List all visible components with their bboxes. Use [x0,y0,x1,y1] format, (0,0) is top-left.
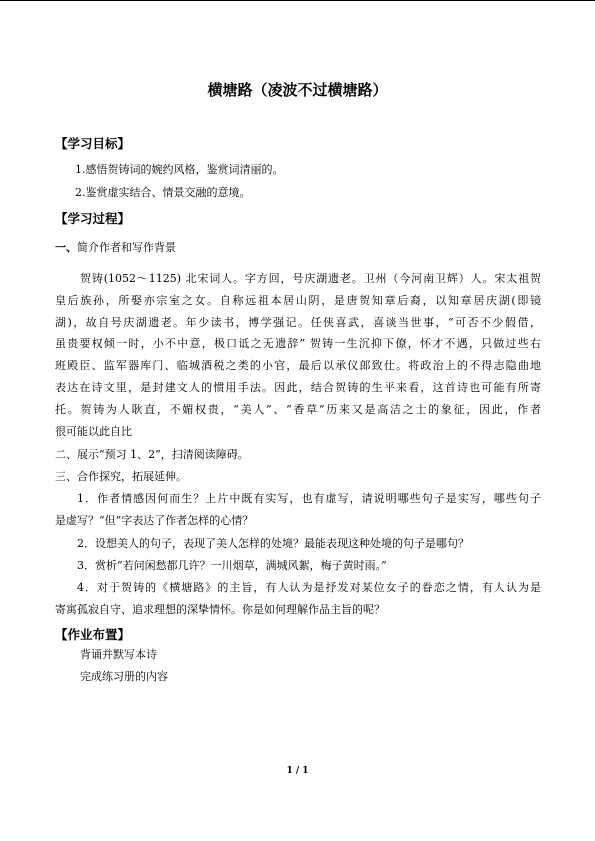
bio-line-5: 班殿臣、监军器库门、临城酒税之类的小官，最后以承仪郎致仕。将政治上的不得志隐曲地 [55,359,541,372]
goal-item-2: 2.鉴赏虚实结合、情景交融的意境。 [75,186,251,199]
question-2: 2．设想美人的句子，表现了美人怎样的处境？最能表现这种处境的句子是哪句？ [77,537,469,550]
question-4-line-1: 4．对于贺铸的《横塘路》的主旨，有人认为是抒发对某位女子的眷恋之情，有人认为是 [77,581,541,594]
homework-item-2: 完成练习册的内容 [80,670,168,683]
section-heading-process: 【学习过程】 [55,211,131,226]
bio-line-8: 很可能以此自比 [55,425,132,438]
question-3: 3．赏析“若问闲愁都几许？一川烟草，满城风絮，梅子黄时雨。” [77,559,387,572]
bio-line-7: 托。贺铸为人耿直，不媚权贵，“美人”、“香草”历来又是高洁之士的象征，因此，作者 [55,403,541,416]
bio-line-4: 虽贵要权倾一时，小不中意，极口诋之无遗辞” 贺铸一生沉抑下僚，怀才不遇，只做过些右 [55,337,541,350]
bio-line-2: 皇后族孙，所娶亦宗室之女。自称远祖本居山阴，是唐贺知章后裔，以知章居庆湖(即镜 [55,294,541,307]
section-heading-goals: 【学习目标】 [55,136,131,151]
process-step-2: 二、展示“预习 1、2”，扫清阅读障碍。 [55,448,249,461]
question-1-line-1: 1．作者情感因何而生？上片中既有实写，也有虚写，请说明哪些句子是实写，哪些句子 [77,492,541,505]
homework-item-1: 背诵并默写本诗 [80,648,157,661]
bio-line-6: 表达在诗文里，是封建文人的惯用手法。因此，结合贺铸的生平来看，这首诗也可能有所寄 [55,381,541,394]
document-title: 横塘路（凌波不过横塘路） [207,81,388,99]
goal-item-1: 1.感悟贺铸词的婉约风格，鉴赏词清丽的。 [75,163,284,176]
process-step-1-number: 一、 [55,241,77,254]
section-heading-homework: 【作业布置】 [55,627,131,642]
question-1-line-2: 是虚写？“但”字表达了作者怎样的心情？ [55,514,254,527]
process-step-3: 三、合作探究，拓展延伸。 [55,470,187,483]
process-step-1 [55,241,176,255]
bio-line-3: 湖)，故自号庆湖遗老。年少读书，博学强记。任侠喜武，喜谈当世事，“可否不少假借， [55,316,541,329]
process-step-1-text: 简介作者和写作背景 [77,241,176,254]
page-number: 1 / 1 [286,766,309,776]
bio-line-1: 贺铸(1052～1125) 北宋词人。字方回，号庆湖遗老。卫州（今河南卫辉）人。宋太祖贺 [80,272,541,285]
question-4-line-2: 寄寓孤寂自守、追求理想的深挚情怀。你是如何理解作品主旨的呢？ [55,603,385,616]
